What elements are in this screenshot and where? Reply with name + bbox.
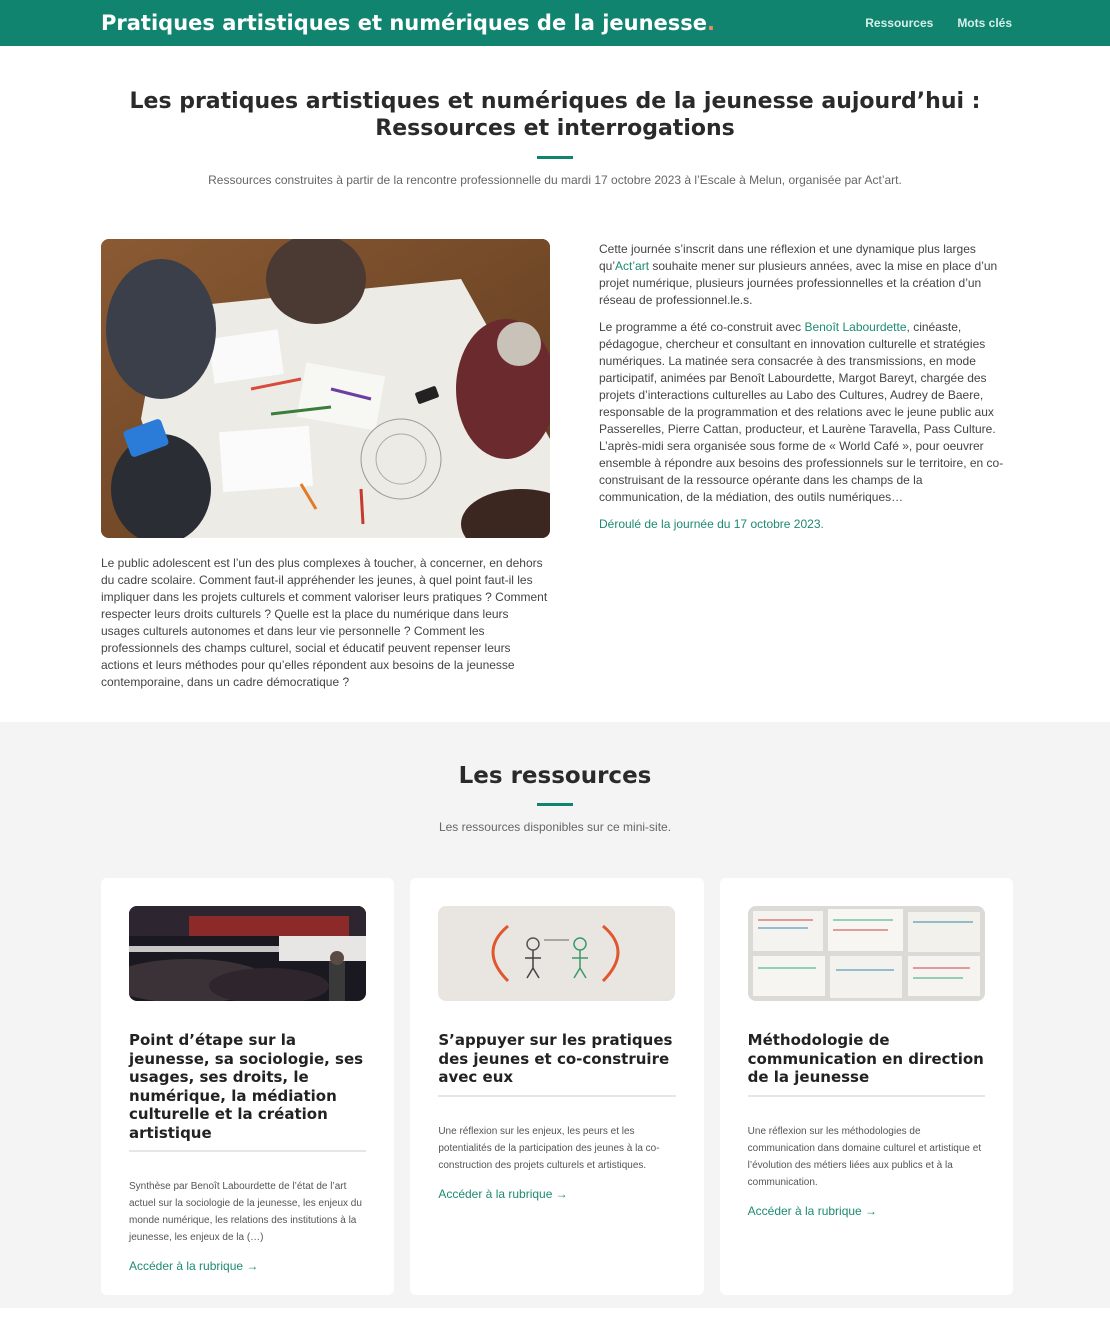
card-title[interactable]: S’appuyer sur les pratiques des jeunes et co-construire avec eux [438, 1031, 675, 1097]
resource-card-jeunesse [101, 878, 394, 1295]
resource-card-coconstruire [410, 878, 703, 1295]
page-title-line-2: Ressources et interrogations [375, 116, 735, 141]
workshop-photo [101, 239, 550, 538]
resources-title: Les ressources [458, 763, 652, 789]
card-image-conference[interactable] [129, 906, 366, 1001]
intro-paragraph: Le public adolescent est l’un des plus complexes à toucher, à concerner, en dehors du cadre scolaire. Comment faut-il appréhender les jeunes, à quel point faut-il les impliquer dans les projets culturels et comment valoriser leurs pratiques ? Comment respecter leurs droits culturels ? Quelle est la place du numérique dans leurs usages culturels autonomes et dans leur vie personnelle ? Comment les professionnels des champs culturel, social et éducatif peuvent repenser leurs actions et leurs méthodes pour qu’elles répondent aux besoins de la jeunesse contemporaine, dans un cadre démocratique ? [101, 556, 548, 689]
main-nav [865, 16, 1012, 30]
card-read-more-link[interactable]: Accéder à la rubrique → [129, 1259, 259, 1273]
intro-section [0, 46, 1110, 187]
program-text-2: , cinéaste, pédagogue, chercheur et consultant en innovation culturelle et stratégies numériques. La matinée sera consacrée à des transmissions, en mode participatif, animées par Benoît Labourdette, Margot Bareyt, chargée des projets d’interactions culturelles au Labo des Cultures, Audrey de Baere, responsable de la programmation et des relations avec le jeune public aux Passerelles, Pierre Cattan, producteur, et Laurène Taravella, Pass Culture. L’après-midi sera organisée sous forme de « World Café », pour oeuvrer ensemble à répondre aux besoins des professionnels sur le territoire, en co-construisant de la ressource opérante dans les champs de la communication, de la médiation, des outils numériques… [599, 320, 1004, 504]
main-content [0, 187, 1110, 722]
program-text-1: Le programme a été co-construit avec [599, 320, 805, 334]
context-text-1: Cette journée s’inscrit dans une réflexion et une dynamique plus larges qu’ [599, 242, 976, 273]
card-read-more-link[interactable]: Accéder à la rubrique → [438, 1186, 568, 1201]
page-title-line-1: Les pratiques artistiques et numériques de la jeunesse aujourd’hui : [129, 89, 981, 114]
card-description: Synthèse par Benoît Labourdette de l’état de l’art actuel sur la sociologie de la jeunesse, les enjeux du monde numérique, les relations des institutions à la jeunesse, les enjeux de la (…) [129, 1181, 362, 1243]
context-text-2: souhaite mener sur plusieurs années, avec la mise en place d’un projet numérique, plusieurs journées professionnelles et la création d’un réseau de professionnel.le.s. [599, 259, 998, 307]
resource-card-communication [720, 878, 1013, 1295]
site-title-dot: . [707, 11, 716, 35]
resource-cards [0, 834, 1110, 1295]
benoit-labourdette-link[interactable]: Benoît Labourdette [804, 320, 907, 334]
resources-divider [537, 803, 573, 806]
card-description: Une réflexion sur les enjeux, les peurs et les potentialités de la participation des jeunes à la co-construction des projets culturels et artistiques. [438, 1125, 660, 1171]
card-image-drawing[interactable] [438, 906, 675, 1001]
nav-item-mots-cles[interactable]: Mots clés [957, 16, 1012, 30]
nav-item-ressources[interactable]: Ressources [865, 16, 934, 30]
actart-link[interactable]: Act’art [615, 259, 650, 273]
card-title[interactable]: Point d’étape sur la jeunesse, sa sociologie, ses usages, ses droits, le numérique, la médiation culturelle et la création artistique [129, 1031, 366, 1152]
site-header [0, 0, 1110, 46]
program-paragraph [599, 319, 1006, 506]
context-paragraph [599, 241, 1006, 309]
card-description: Une réflexion sur les méthodologies de communication dans domaine culturel et artistique et l’évolution des métiers liées aux publics et à la communication. [747, 1125, 982, 1188]
resources-subtitle: Les ressources disponibles sur ce mini-site. [438, 820, 672, 834]
card-image-notes[interactable] [748, 906, 985, 1001]
resources-section [0, 722, 1110, 1308]
title-divider [537, 156, 573, 159]
right-column [599, 239, 1006, 722]
schedule-link[interactable]: Déroulé de la journée du 17 octobre 2023. [599, 517, 824, 531]
left-column [101, 239, 550, 722]
card-title[interactable]: Méthodologie de communication en direction de la jeunesse [748, 1031, 985, 1097]
schedule-paragraph [599, 516, 1006, 533]
site-title-link[interactable] [101, 11, 715, 35]
page-title [0, 88, 1110, 142]
page-subtitle: Ressources construites à partir de la rencontre professionnelle du mardi 17 octobre 2023 à l’Escale à Melun, organisée par Act’art. [208, 173, 902, 187]
site-title-text: Pratiques artistiques et numériques de la jeunesse [101, 11, 708, 35]
card-read-more-link[interactable]: Accéder à la rubrique → [747, 1203, 878, 1218]
